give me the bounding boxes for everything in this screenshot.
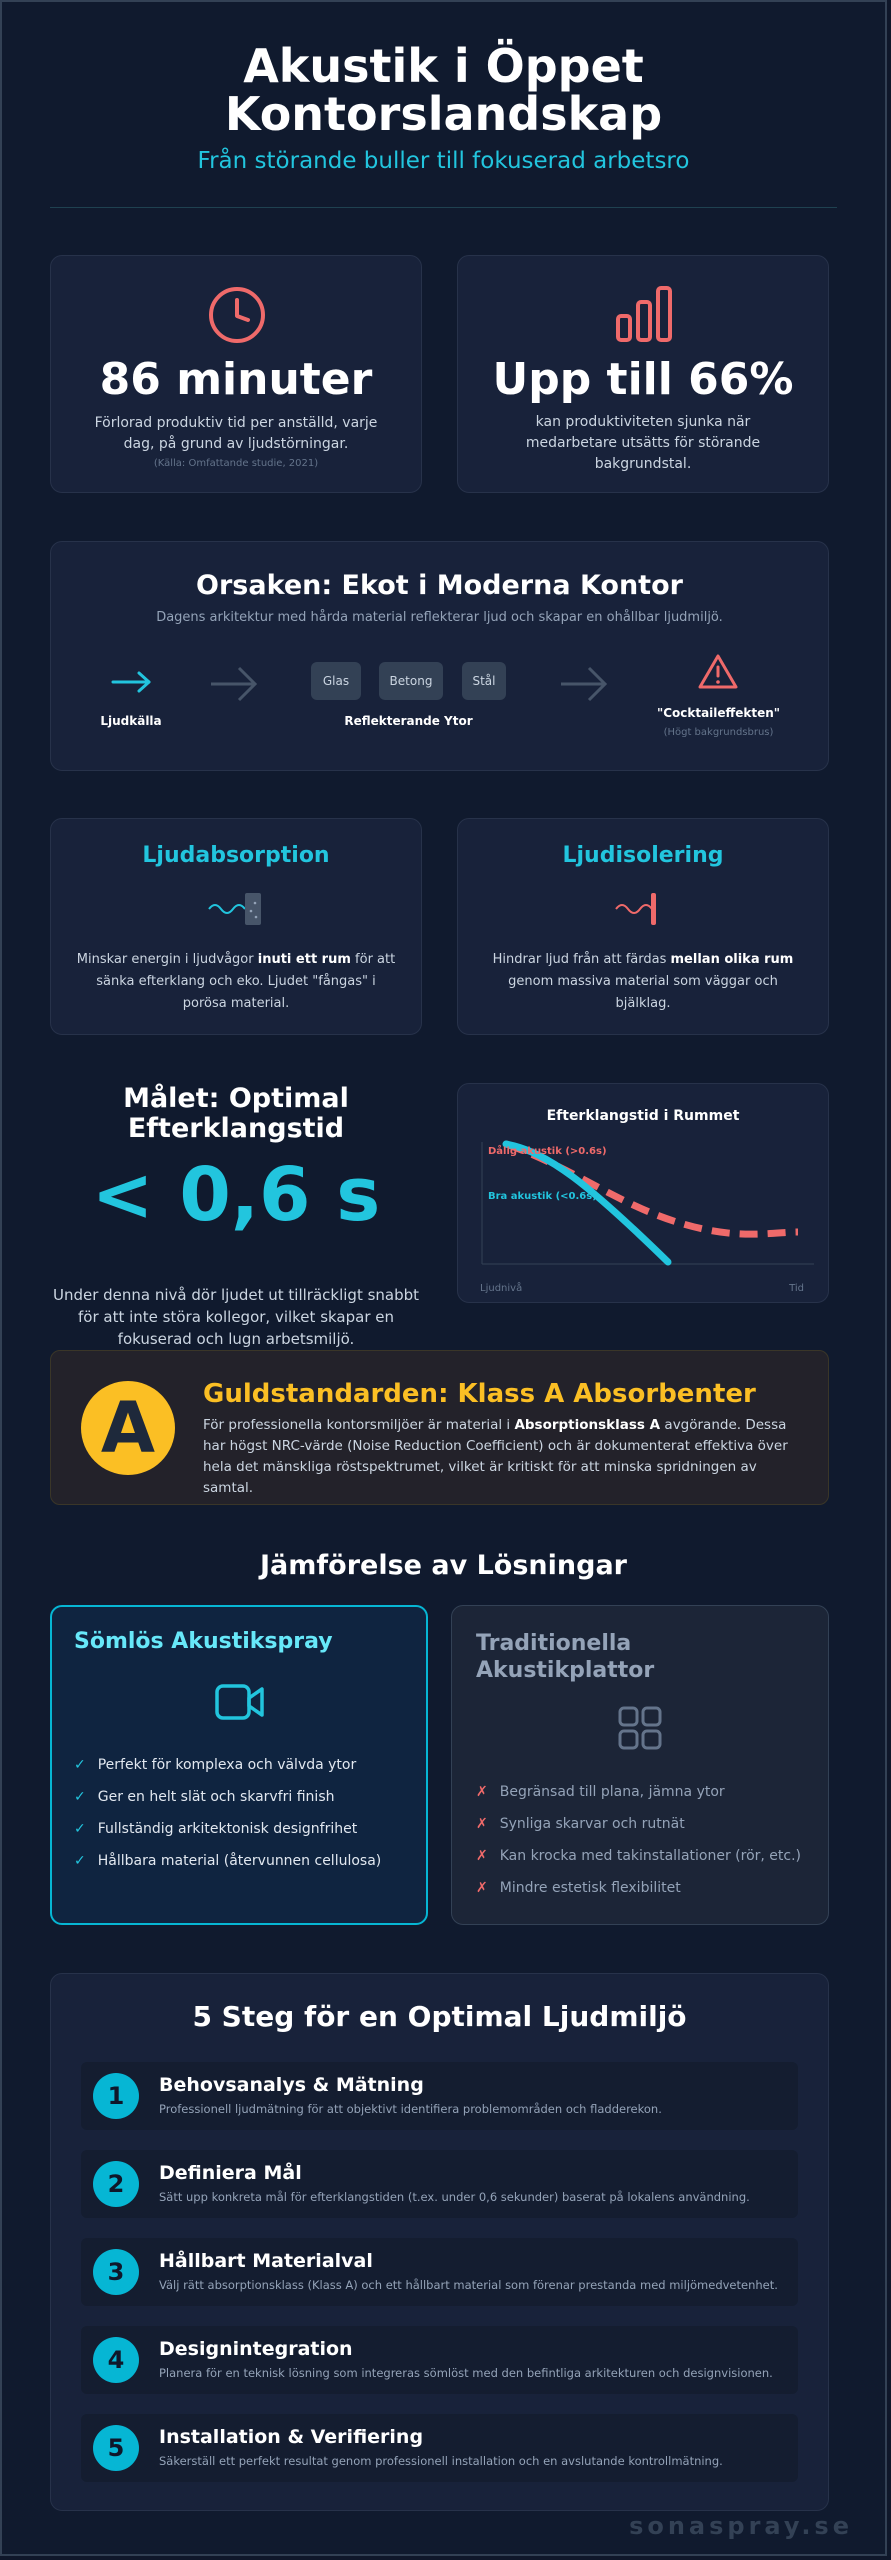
tiles-item: ✗ Kan krocka med takinstallationer (rör, etc.) <box>476 1848 802 1864</box>
step-item <box>81 2238 798 2306</box>
title-line-2: Kontorslandskap <box>224 87 663 141</box>
cross-icon: ✗ <box>476 1848 488 1864</box>
grid-icon <box>618 1706 662 1750</box>
sound-block-icon <box>614 891 674 927</box>
step-title: Definiera Mål <box>159 2162 302 2184</box>
step-number: 3 <box>93 2249 139 2295</box>
step-title: Behovsanalys & Mätning <box>159 2074 424 2096</box>
tiles-item: ✗ Begränsad till plana, jämna ytor <box>476 1784 725 1800</box>
chart-title: Efterklangstid i Rummet <box>546 1108 740 1124</box>
spray-card <box>50 1605 428 1925</box>
bar-chart-icon <box>614 286 674 344</box>
step-title: Hållbart Materialval <box>159 2250 373 2272</box>
clock-icon <box>208 286 266 344</box>
sound-absorb-icon <box>207 891 267 927</box>
effect-sublabel: (Högt bakgrundsbrus) <box>663 727 774 738</box>
spray-item: ✓ Hållbara material (återvunnen cellulosa) <box>74 1853 382 1869</box>
chart-ylabel: Ljudnivå <box>480 1283 523 1294</box>
spray-item: ✓ Fullständig arkitektonisk designfrihet <box>74 1821 358 1837</box>
step-title: Installation & Verifiering <box>159 2426 424 2448</box>
spray-item: ✓ Ger en helt slät och skarvfri finish <box>74 1789 335 1805</box>
material-chip-betong: Betong <box>379 662 443 700</box>
chart-xlabel: Tid <box>789 1283 804 1294</box>
check-icon: ✓ <box>74 1821 86 1837</box>
step-number: 4 <box>93 2337 139 2383</box>
source-label: Ljudkälla <box>100 714 162 728</box>
goal-text: Under denna nivå dör ljudet ut tillräckligt snabbt för att inte störa kollegor, vilket skapar en fokuserad och lugn arbetsmiljö. <box>52 1286 420 1348</box>
check-icon: ✓ <box>74 1789 86 1805</box>
effect-label: "Cocktaileffekten" <box>656 706 781 720</box>
gold-standard-card <box>50 1350 829 1505</box>
video-icon <box>214 1681 266 1723</box>
check-icon: ✓ <box>74 1853 86 1869</box>
stat-value-minutes: 86 minuter <box>99 354 373 405</box>
page-title <box>2 39 885 141</box>
tiles-item: ✗ Synliga skarvar och rutnät <box>476 1816 685 1832</box>
absorption-title: Ljudabsorption <box>142 843 330 868</box>
step-item <box>81 2414 798 2482</box>
stat-text-minutes: Förlorad produktiv tid per anställd, varje dag, på grund av ljudstörningar. <box>94 415 378 452</box>
step-item <box>81 2062 798 2130</box>
isolation-text: Hindrar ljud från att färdas mellan olika rum genom massiva material som väggar och bjälklag. <box>492 952 794 1011</box>
stat-text-productivity: kan produktiviteten sjunka när medarbetare utsätts för störande bakgrundstal. <box>525 414 761 472</box>
isolation-card <box>457 818 829 1035</box>
step-desc: Professionell ljudmätning för att objektivt identifiera problemområden och fladderekon. <box>159 2102 662 2116</box>
stat-card-productivity <box>457 255 829 493</box>
legend-good: Bra akustik (<0.6s) <box>488 1191 597 1202</box>
absorption-text: Minskar energin i ljudvågor inuti ett rum för att sänka efterklang och eko. Ljudet "fångas" i porösa material. <box>76 952 396 1011</box>
step-title: Designintegration <box>159 2338 353 2360</box>
material-chip-glas: Glas <box>311 662 361 700</box>
stat-value-productivity: Upp till 66% <box>492 354 794 405</box>
step-number: 1 <box>93 2073 139 2119</box>
cause-card <box>50 541 829 771</box>
step-item <box>81 2326 798 2394</box>
step-number: 2 <box>93 2161 139 2207</box>
header-divider <box>50 207 837 208</box>
gold-text: För professionella kontorsmiljöer är material i Absorptionsklass A avgörande. Dessa har högst NRC-värde (Noise Reduction Coefficient) och är dokumenterat effektiva över hela det mänskliga röstspektrumet, vilket är kritiskt för att minska spridningen av samtal. <box>203 1417 788 1496</box>
goal-title: Målet: Optimal Efterklangstid <box>123 1083 349 1144</box>
spray-item: ✓ Perfekt för komplexa och välvda ytor <box>74 1757 357 1773</box>
isolation-title: Ljudisolering <box>562 843 724 868</box>
cross-icon: ✗ <box>476 1816 488 1832</box>
tiles-item: ✗ Mindre estetisk flexibilitet <box>476 1880 681 1896</box>
step-desc: Sätt upp konkreta mål för efterklangstiden (t.ex. under 0,6 sekunder) baserat på lokalens användning. <box>159 2190 750 2204</box>
step-number: 5 <box>93 2425 139 2471</box>
materials-label: Reflekterande Ytor <box>344 714 473 728</box>
goal-value: < 0,6 s <box>91 1152 381 1238</box>
material-chip-stal: Stål <box>462 662 506 700</box>
stat-source: (Källa: Omfattande studie, 2021) <box>153 458 319 469</box>
steps-card <box>50 1973 829 2511</box>
title-line-1: Akustik i Öppet <box>243 39 644 93</box>
chevron-right-icon <box>209 664 261 704</box>
page-subtitle: Från störande buller till fokuserad arbetsro <box>197 148 690 174</box>
class-a-badge: A <box>81 1381 175 1475</box>
footer-brand: sonaspray.se <box>629 2512 853 2540</box>
tiles-title: Traditionella Akustikplattor <box>476 1631 655 1683</box>
gold-title: Guldstandarden: Klass A Absorbenter <box>203 1379 756 1409</box>
check-icon: ✓ <box>74 1757 86 1773</box>
comparison-title: Jämförelse av Lösningar <box>260 1550 627 1581</box>
tiles-card <box>451 1605 829 1925</box>
chevron-right-icon <box>559 664 611 704</box>
step-desc: Säkerställ ett perfekt resultat genom professionell installation och en avslutande kontrollmätning. <box>159 2454 723 2468</box>
cross-icon: ✗ <box>476 1784 488 1800</box>
step-desc: Välj rätt absorptionsklass (Klass A) och ett hållbart material som förenar prestanda med miljömedvetenhet. <box>159 2278 778 2292</box>
step-desc: Planera för en teknisk lösning som integreras sömlöst med den befintliga arkitekturen och designvisionen. <box>159 2366 773 2380</box>
stat-card-minutes <box>50 255 422 493</box>
legend-bad: Dålig akustik (>0.6s) <box>488 1146 607 1157</box>
cross-icon: ✗ <box>476 1880 488 1896</box>
cause-subtitle: Dagens arkitektur med hårda material reflekterar ljud och skapar en ohållbar ljudmiljö. <box>156 610 723 625</box>
absorption-card <box>50 818 422 1035</box>
step-item <box>81 2150 798 2218</box>
series-line-good <box>506 1144 668 1262</box>
reverb-chart-card <box>457 1083 829 1303</box>
spray-title: Sömlös Akustikspray <box>74 1629 333 1654</box>
arrow-right-icon <box>111 670 153 694</box>
steps-title: 5 Steg för en Optimal Ljudmiljö <box>192 2000 687 2033</box>
cause-title: Orsaken: Ekot i Moderna Kontor <box>196 570 683 601</box>
warning-icon <box>697 652 739 692</box>
